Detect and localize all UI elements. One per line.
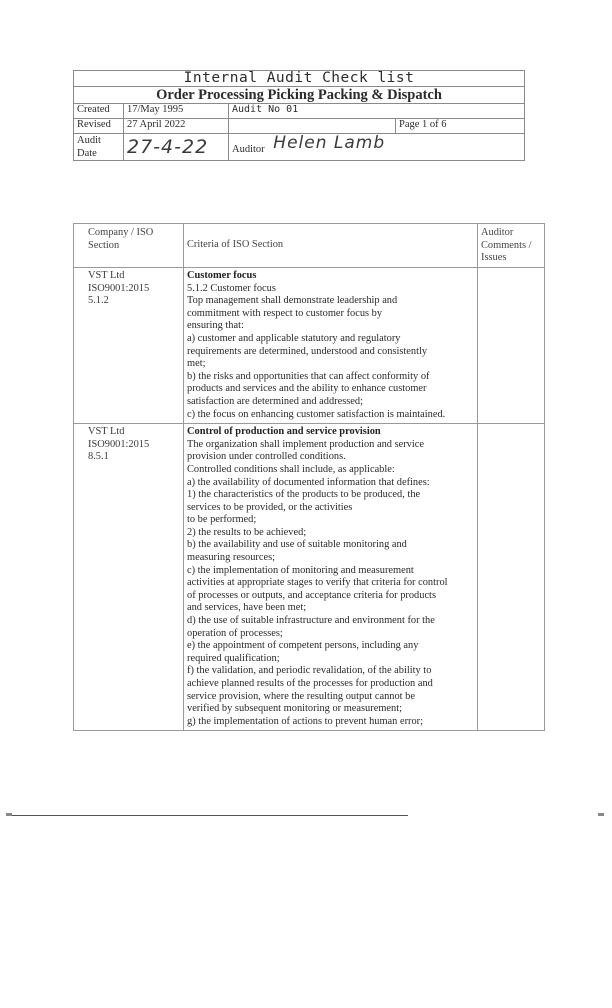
criteria-line: achieve planned results of the processes for production and <box>187 678 433 689</box>
col-header-comments-line-1: Auditor <box>481 227 514 238</box>
document-title: Internal Audit Check list <box>74 71 525 87</box>
criteria-line: The organization shall implement production and service <box>187 438 424 450</box>
criteria-line: g) the implementation of actions to prevent human error; <box>187 715 424 727</box>
created-label: Created <box>74 104 124 119</box>
criteria-line: required qualification; <box>187 652 280 664</box>
col-header-comments <box>478 224 545 268</box>
auditor-comments-cell <box>478 424 545 731</box>
criteria-line: Top management shall demonstrate leadership and <box>187 295 398 307</box>
criteria-line: commitment with respect to customer focus by <box>187 307 383 319</box>
criteria-line: Controlled conditions shall include, as applicable: <box>187 463 395 475</box>
criteria-line: met; <box>187 358 206 370</box>
criteria-line: satisfaction are determined and addressed; <box>187 395 363 407</box>
col-header-comments-line-3: Issues <box>481 252 507 264</box>
col-header-comments-line-2: Comments / <box>481 239 532 251</box>
column-header-row <box>74 224 545 268</box>
criteria-line: 2) the results to be achieved; <box>187 526 307 538</box>
criteria-line: f) the validation, and periodic revalidation, of the ability to <box>187 665 432 677</box>
criteria-line: c) the implementation of monitoring and measurement <box>187 564 414 576</box>
audit-date-label-line-1: Audit <box>77 135 101 146</box>
section-cell <box>74 268 184 424</box>
criteria-line: provision under controlled conditions. <box>187 451 346 463</box>
iso-criteria-table <box>73 223 545 731</box>
audit-number: Audit No 01 <box>229 104 525 119</box>
revised-value: 27 April 2022 <box>124 119 229 134</box>
criteria-line: e) the appointment of competent persons, including any <box>187 640 419 652</box>
criteria-line: requirements are determined, understood and consistently <box>187 345 428 357</box>
criteria-line: ensuring that: <box>187 320 244 332</box>
section-line: ISO9001:2015 <box>88 282 150 294</box>
criteria-heading: Customer focus <box>187 270 257 281</box>
criteria-line: 1) the characteristics of the products to be produced, the <box>187 489 421 501</box>
scan-mark-left <box>6 813 12 816</box>
col-header-company-line-2: Section <box>88 239 120 251</box>
auditor-cell <box>229 134 525 161</box>
document-subtitle: Order Processing Picking Packing & Dispatch <box>74 87 525 104</box>
page-divider <box>8 815 408 816</box>
criteria-line: activities at appropriate stages to verify that criteria for control <box>187 577 448 589</box>
criteria-line: a) the availability of documented information that defines: <box>187 476 430 488</box>
criteria-line: b) the availability and use of suitable monitoring and <box>187 539 407 551</box>
criteria-line: d) the use of suitable infrastructure and environment for the <box>187 615 435 627</box>
criteria-line: measuring resources; <box>187 552 276 564</box>
col-header-criteria <box>184 224 478 268</box>
revised-label: Revised <box>74 119 124 134</box>
criteria-line: of processes or outputs, and acceptance criteria for products <box>187 589 436 601</box>
col-header-company-line-1: Company / ISO <box>88 227 154 238</box>
criteria-line: to be performed; <box>187 514 257 526</box>
criteria-line: operation of processes; <box>187 627 283 639</box>
criteria-line: a) customer and applicable statutory and regulatory <box>187 332 401 344</box>
page-number: Page 1 of 6 <box>396 119 525 134</box>
col-header-criteria-text: Criteria of ISO Section <box>187 239 284 250</box>
criteria-line: service provision, where the resulting output cannot be <box>187 690 415 702</box>
auditor-signature: Helen Lamb <box>273 133 386 153</box>
criteria-line: services to be provided, or the activities <box>187 501 353 513</box>
section-line: 5.1.2 <box>88 295 109 307</box>
auditor-comments-cell <box>478 268 545 424</box>
criteria-line: and services, have been met; <box>187 602 307 614</box>
criteria-line: verified by subsequent monitoring or measurement; <box>187 703 402 715</box>
section-line: 8.5.1 <box>88 451 109 463</box>
created-value: 17/May 1995 <box>124 104 229 119</box>
blank-cell <box>229 119 396 134</box>
audit-date-label-line-2: Date <box>77 148 97 159</box>
criteria-line: products and services and the ability to enhance customer <box>187 383 427 395</box>
audit-header-table <box>73 70 525 161</box>
table-row <box>74 268 545 424</box>
col-header-company <box>74 224 184 268</box>
criteria-heading: Control of production and service provision <box>187 426 381 438</box>
section-line: VST Ltd <box>88 426 125 438</box>
section-line: ISO9001:2015 <box>88 438 150 450</box>
audit-date-label <box>74 134 124 161</box>
section-line: VST Ltd <box>88 270 125 281</box>
criteria-line: c) the focus on enhancing customer satisfaction is maintained. <box>187 408 446 420</box>
auditor-label: Auditor <box>232 144 265 155</box>
criteria-line: 5.1.2 Customer focus <box>187 282 276 294</box>
criteria-cell <box>184 268 478 424</box>
criteria-line: b) the risks and opportunities that can affect conformity of <box>187 370 430 382</box>
table-row <box>74 424 545 731</box>
section-cell <box>74 424 184 731</box>
audit-date-handwritten: 27-4-22 <box>124 134 229 161</box>
criteria-cell <box>184 424 478 731</box>
scan-mark-right <box>598 813 604 816</box>
